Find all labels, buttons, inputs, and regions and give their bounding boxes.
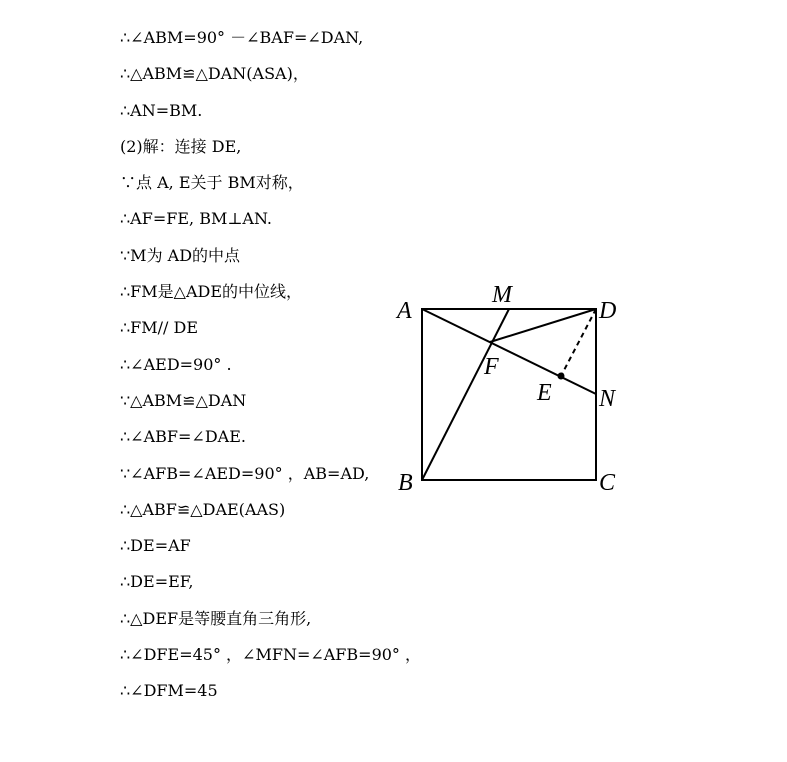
label-a: A — [397, 298, 412, 324]
proof-line-1: ∴∠ABM=90° －∠BAF=∠DAN, — [120, 28, 364, 47]
proof-line-6: ∴AF=FE, BM⊥AN. — [120, 209, 272, 229]
proof-line-12: ∴∠ABF=∠DAE. — [120, 427, 246, 447]
proof-line-3: ∴AN=BM. — [120, 100, 203, 120]
point-e — [558, 373, 565, 380]
proof-line-4: (2)解：连接 DE, — [120, 136, 242, 156]
label-e: E — [537, 380, 552, 406]
proof-line-17: ∴△DEF是等腰直角三角形, — [120, 608, 312, 628]
square-abcd — [422, 309, 596, 480]
proof-line-2: ∴△ABM≌△DAN(ASA)， — [120, 64, 309, 84]
proof-line-9: ∴FM// DE — [120, 318, 199, 338]
geometry-figure — [385, 270, 635, 500]
proof-line-16: ∴DE=EF, — [120, 572, 194, 592]
proof-line-7: ∵M为 AD的中点 — [120, 245, 241, 265]
proof-text — [120, 26, 421, 716]
proof-line-10: ∴∠AED=90° . — [120, 354, 232, 374]
label-d: D — [599, 298, 617, 324]
label-c: C — [599, 470, 616, 496]
label-f: F — [484, 354, 499, 380]
segment-an — [422, 309, 596, 394]
proof-line-15: ∴DE=AF — [120, 536, 191, 556]
proof-line-5: ∵点 A, E关于 BM对称， — [120, 173, 304, 193]
proof-line-11: ∵△ABM≌△DAN — [120, 390, 247, 410]
proof-line-18: ∴∠DFE=45° ，∠MFN=∠AFB=90° ， — [120, 645, 422, 665]
segment-bm — [422, 309, 509, 480]
proof-line-8: ∴FM是△ADE的中位线， — [120, 282, 303, 302]
label-b: B — [398, 470, 413, 496]
label-n: N — [599, 386, 616, 412]
proof-line-14: ∴△ABF≌△DAE(AAS) — [120, 499, 286, 519]
proof-line-13: ∵∠AFB=∠AED=90° ，AB=AD, — [120, 463, 370, 483]
label-m: M — [492, 282, 512, 308]
proof-line-19: ∴∠DFM=45 — [120, 681, 218, 701]
